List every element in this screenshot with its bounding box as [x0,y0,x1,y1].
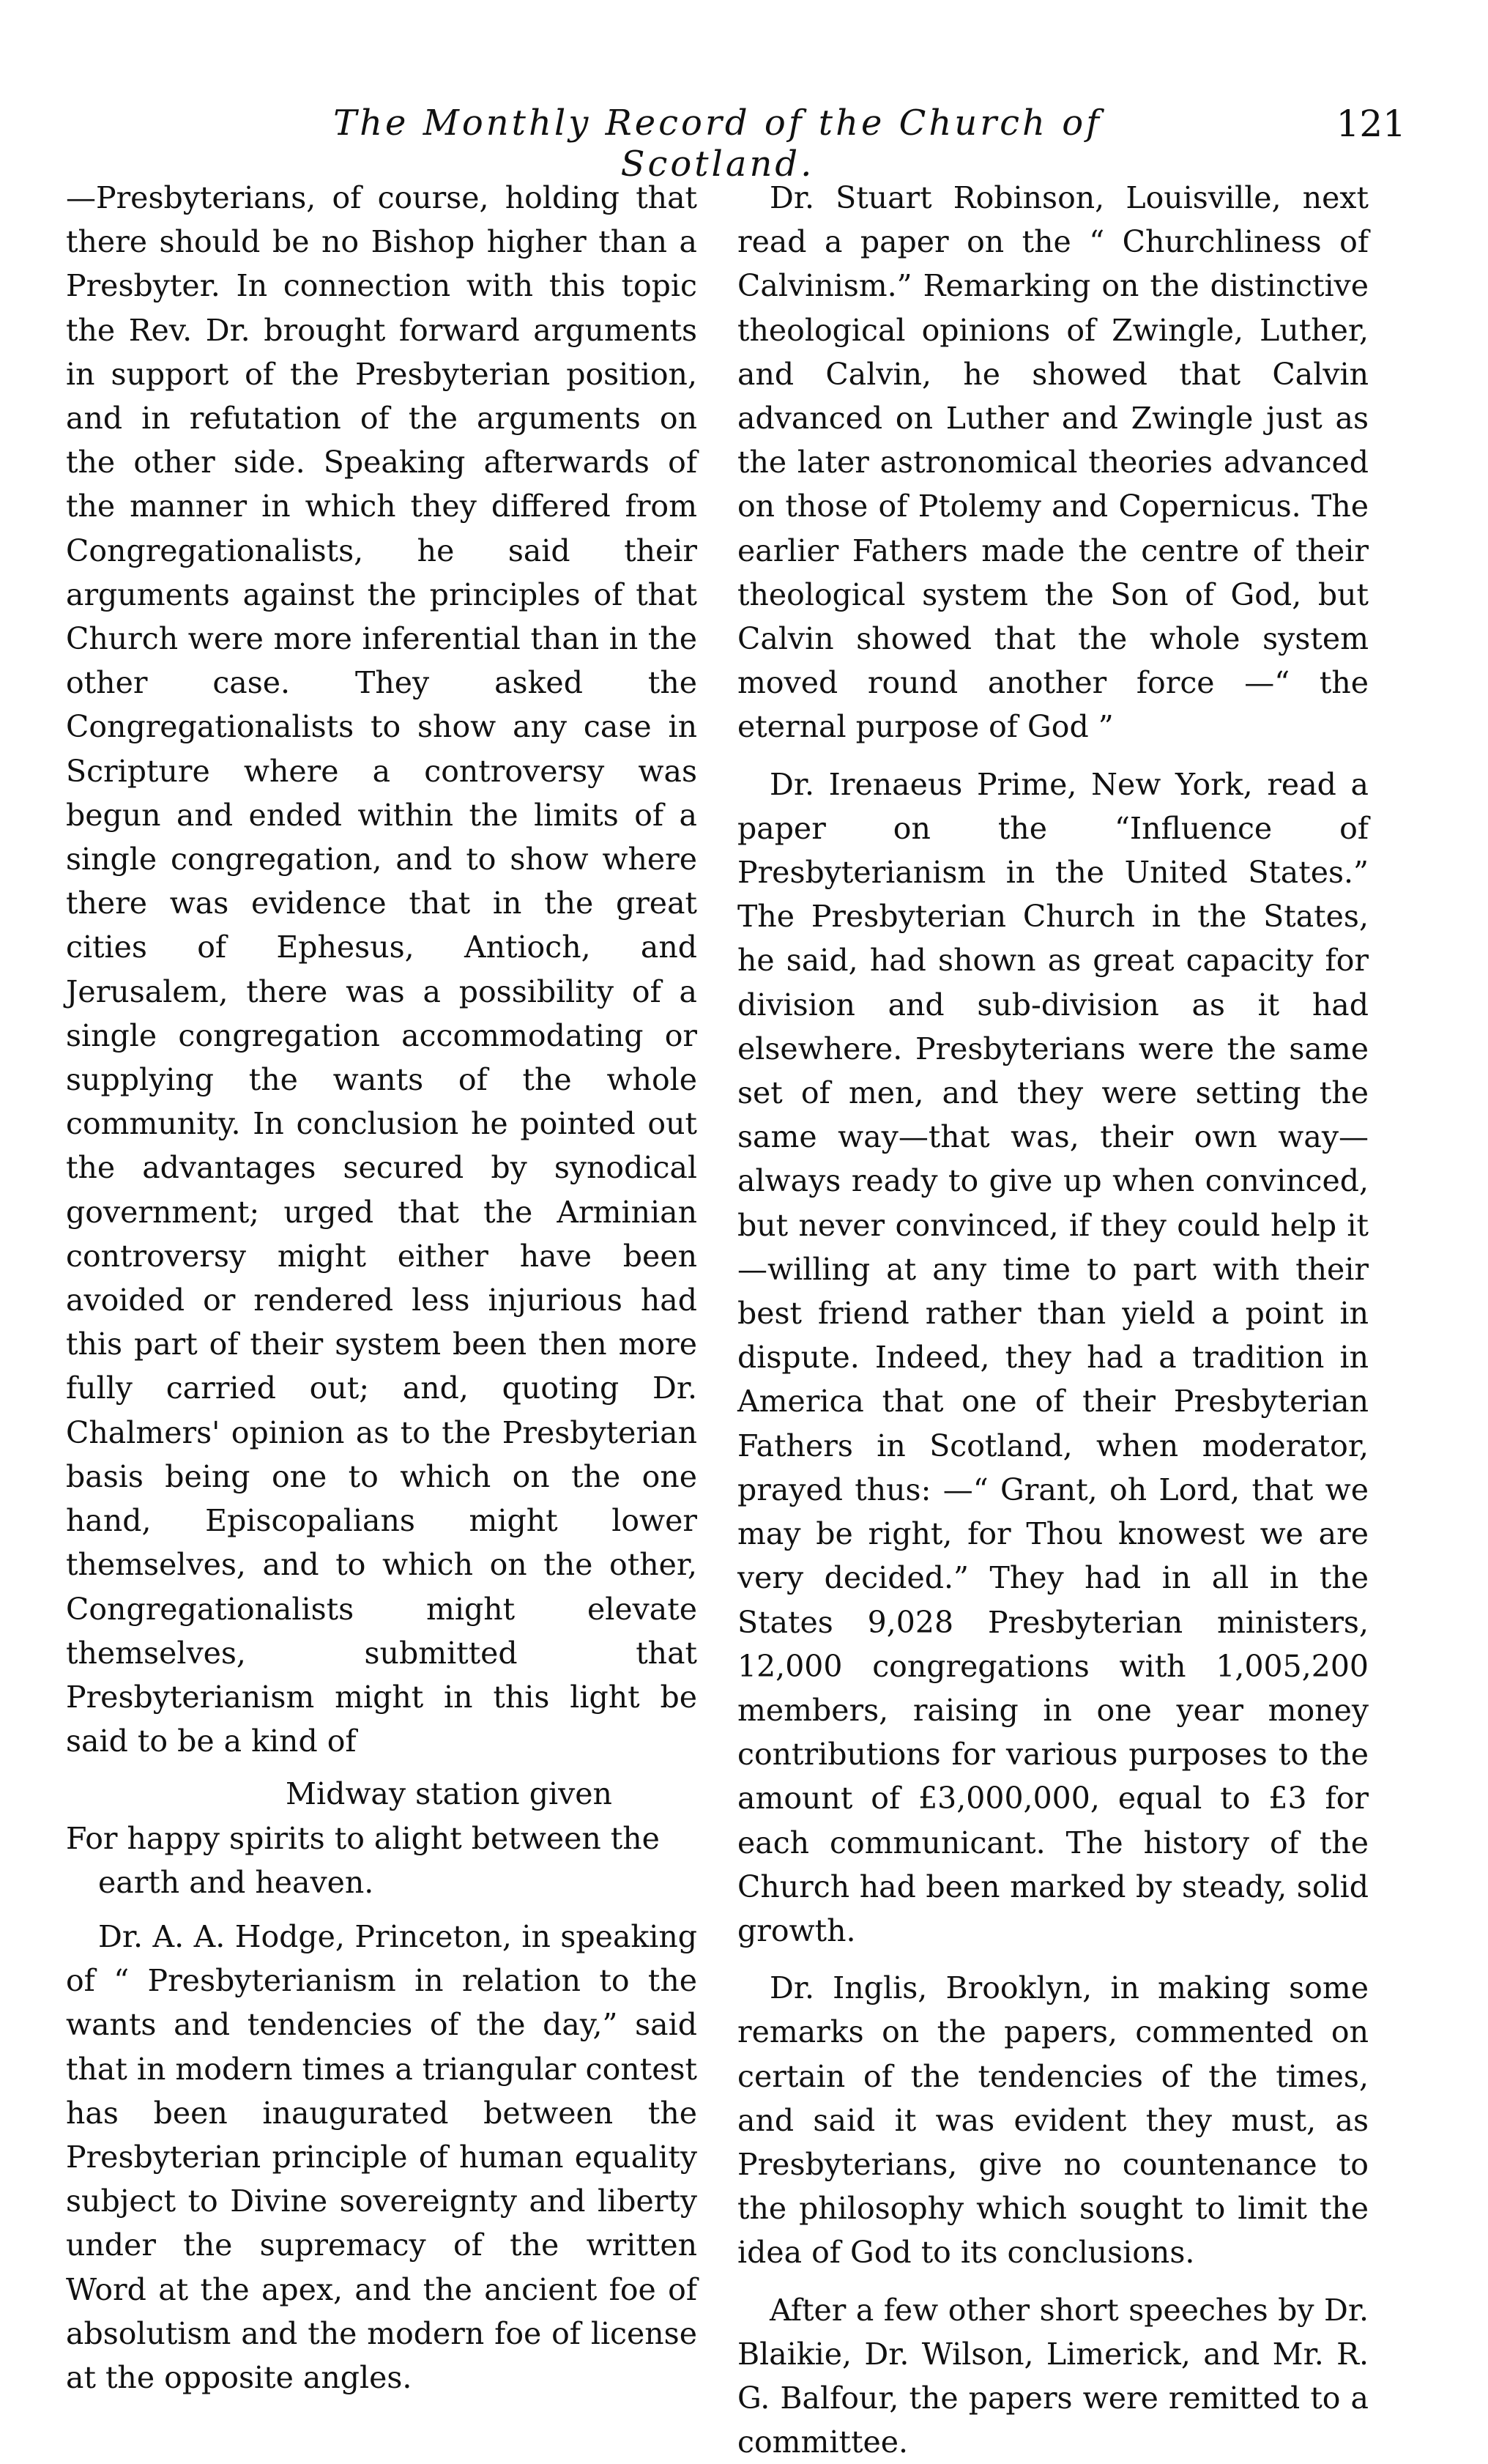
paragraph-prime: Dr. Irenaeus Prime, New York, read a paper on the “Influence of Presbyterianism in the United States.” The Presbyterian Church in the States, he said, had shown as great capacity for division and sub-division as it had elsewhere. Presbyterians were the same set of men, and they were setting the same way—that was, their own way—always ready to give up when convinced, but never convinced, if they could help it—willing at any time to part with their best friend rather than yield a point in dispute. Indeed, they had a tradition in America that one of their Presbyterian Fathers in Scotland, when moderator, prayed thus: —“ Grant, oh Lord, that we may be right, for Thou knowest we are very decided.” They had in all in the States 9,028 Presbyterian ministers, 12,000 congregations with 1,005,200 members, raising in one year money contributions for various purposes to the amount of £3,000,000, equal to £3 for each communicant. The history of the Church had been marked by steady, solid growth. [737,766,1369,1948]
paragraph-closing: After a few other short speeches by Dr. Blaikie, Dr. Wilson, Limerick, and Mr. R. G. Balfour, the papers were remitted to a committee. [737,2292,1369,2460]
running-head [0,103,1488,185]
paragraph-hodge: Dr. A. A. Hodge, Princeton, in speaking of “ Presbyterianism in relation to the wants and tendencies of the day,” said that in modern times a triangular contest has been inaugurated between the Presbyterian principle of human equality subject to Divine sovereignty and liberty under the supremacy of the written Word at the apex, and the ancient foe of absolutism and the modern foe of license at the opposite angles. [66,1918,697,2395]
verse-line: Midway station given [286,1776,612,1812]
paragraph-robinson: Dr. Stuart Robinson, Louisville, next read a paper on the “ Churchliness of Calvinism.” Remarking on the distinctive theological opinions of Zwingle, Luther, and Calvin, he showed that Calvin advanced on Luther and Zwingle just as the later astronomical theories advanced on those of Ptolemy and Copernicus. The earlier Fathers made the centre of their theological system the Son of God, but Calvin showed that the whole system moved round another force —“ the eternal purpose of God ” [737,180,1369,745]
verse-line: For happy spirits to alight between the [66,1820,660,1856]
verse-line: earth and heaven. [98,1864,374,1900]
page-number: 121 [1336,103,1406,145]
paragraph-presbyterians: —Presbyterians, of course, holding that there should be no Bishop higher than a Presbyter. In connection with this topic the Rev. Dr. brought forward arguments in support of the Presbyterian position, and in refutation of the arguments on the other side. Speaking afterwards of the manner in which they differed from Congregationalists, he said their arguments against the principles of that Church were more inferential than in the other case. They asked the Congregationalists to show any case in Scripture where a controversy was begun and ended within the limits of a single congregation, and to show where there was evidence that in the great cities of Ephesus, Antioch, and Jerusalem, there was a possibility of a single congregation accommodating or supplying the wants of the whole community. In conclusion he pointed out the advantages secured by synodical government; urged that the Arminian controversy might either have been avoided or rendered less injurious had this part of their system been then more fully carried out; and, quoting Dr. Chalmers' opinion as to the Presbyterian basis being one to which on the one hand, Episcopalians might lower themselves, and to which on the other, Congregationalists might elevate themselves, submitted that Presbyterianism might in this light be said to be a kind of [66,180,697,1759]
verse-quotation [66,1772,697,1904]
right-column [737,176,1369,2460]
paragraph-inglis: Dr. Inglis, Brooklyn, in making some remarks on the papers, commented on certain of the tendencies of the times, and said it was evident they must, as Presbyterians, give no countenance to the philosophy which sought to limit the idea of God to its conclusions. [737,1970,1369,2271]
left-column [66,176,697,2395]
running-title: The Monthly Record of the Church of Scotland. [333,103,1102,185]
